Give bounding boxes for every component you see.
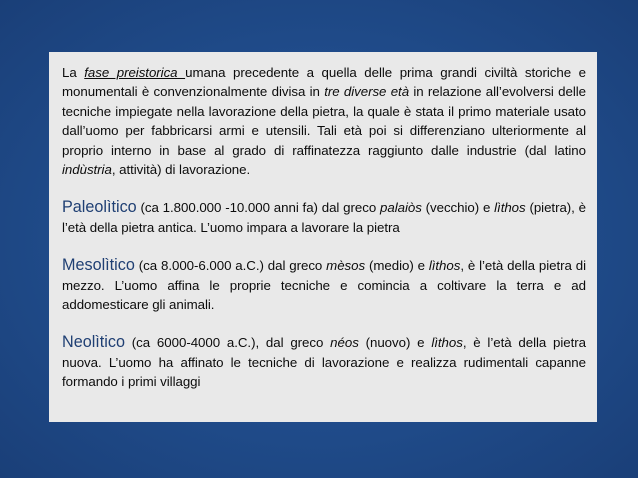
greek-word: lìthos [431,335,463,351]
neolitico-paragraph [62,333,586,391]
greek-word: mèsos [326,258,366,274]
neolitico-text: , è l’età della pietra nuova. L’uomo ha affinato le tecniche di lavorazione e realizza rudimentali capanne formando i primi villaggi [62,335,587,390]
paleolitico-text: (vecchio) e [421,200,495,216]
paleolitico-text: (pietra), è l’età della pietra antica. L’uomo impara a lavorare la pietra [62,200,586,235]
intro-text: in relazione all’evolversi delle tecniche impiegate nella lavorazione della pietra, la quale è stata il primo materiale usato dall’uomo per fabbricarsi armi e utensili. Tali età poi si differenziano ulteriormente al proprio interno in base al grado di raffinatezza raggiunto dalle industrie (dal latino [62,84,586,158]
intro-text: La [62,65,85,80]
tre-diverse-eta-emphasis: tre diverse età [324,84,410,100]
neolitico-heading: Neolìtico [62,333,125,352]
neolitico-text: (nuovo) e [358,335,432,351]
mesolitico-text: (ca 8.000-6.000 a.C.) dal greco [134,258,327,274]
mesolitico-text: (medio) e [365,258,429,274]
industria-term: indùstria [62,162,112,178]
intro-paragraph [62,63,586,179]
spacer [62,179,586,198]
fase-preistorica-link: fase preistorica [84,65,186,80]
intro-text: umana precedente a quella delle prima grandi civiltà storiche e monumentali è convenzionalmente divisa in [62,65,586,100]
greek-word: lìthos [428,258,461,274]
neolitico-text: (ca 6000-4000 a.C.), dal greco [124,335,331,351]
greek-word: lìthos [494,200,526,216]
paleolitico-paragraph [62,198,586,237]
intro-text: , attività) di lavorazione. [111,162,251,178]
mesolitico-text: , è l’età della pietra di mezzo. L’uomo affina le proprie tecniche e comincia a coltivare la terra e ad addomesticare gli animali. [62,258,586,313]
spacer [62,314,586,333]
greek-word: palaiòs [380,200,422,216]
mesolitico-paragraph [62,256,586,314]
paleolitico-text: (ca 1.800.000 -10.000 anni fa) dal greco [136,200,381,216]
content-panel [49,52,597,422]
greek-word: néos [330,335,359,351]
spacer [62,237,586,256]
paleolitico-heading: Paleolìtico [62,198,137,217]
mesolitico-heading: Mesolìtico [62,256,135,275]
